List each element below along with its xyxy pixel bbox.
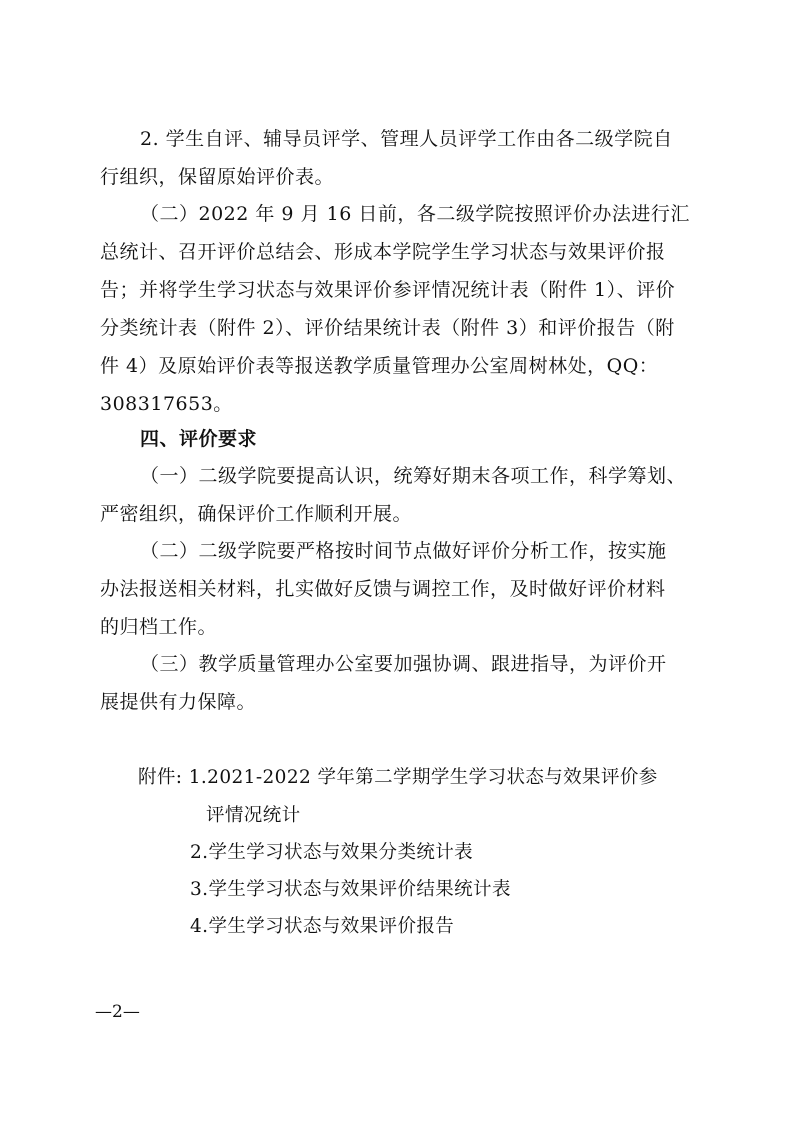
attachment-item: 3.学生学习状态与效果评价结果统计表: [190, 879, 511, 900]
paragraph-line: （三）教学质量管理办公室要加强协调、跟进指导，为评价开: [140, 653, 667, 675]
attachment-item: 附件: 1.2021-2022 学年第二学期学生学习状态与效果评价参: [138, 767, 658, 788]
paragraph-line: （二）二级学院要严格按时间节点做好评价分析工作，按实施: [140, 540, 667, 562]
paragraph-line: （一）二级学院要提高认识，统筹好期末各项工作，科学筹划、: [140, 465, 687, 487]
paragraph-line: 308317653。: [100, 393, 233, 415]
paragraph-line: 办法报送相关材料，扎实做好反馈与调控工作，及时做好评价材料: [100, 578, 666, 600]
paragraph-line: 件 4）及原始评价表等报送教学质量管理办公室周树林处，QQ：: [100, 355, 659, 377]
paragraph-line: 展提供有力保障。: [100, 691, 257, 713]
paragraph-line: 告；并将学生学习状态与效果评价参评情况统计表（附件 1）、评价: [100, 279, 676, 301]
paragraph-line: 2. 学生自评、辅导员评学、管理人员评学工作由各二级学院自: [140, 128, 673, 150]
page-number: —2—: [95, 1002, 140, 1022]
paragraph-line: （二）2022 年 9 月 16 日前，各二级学院按照评价办法进行汇: [140, 203, 690, 225]
paragraph-line: 分类统计表（附件 2）、评价结果统计表（附件 3）和评价报告（附: [100, 317, 675, 339]
attachment-item: 4.学生学习状态与效果评价报告: [190, 916, 455, 937]
paragraph-line: 行组织，保留原始评价表。: [100, 166, 335, 188]
section-heading: 四、评价要求: [140, 428, 258, 450]
paragraph-line: 总统计、召开评价总结会、形成本学院学生学习状态与效果评价报: [100, 241, 666, 263]
attachment-item: 评情况统计: [206, 805, 301, 826]
paragraph-line: 的归档工作。: [100, 616, 218, 638]
attachment-item: 2.学生学习状态与效果分类统计表: [190, 842, 474, 863]
paragraph-line: 严密组织，确保评价工作顺利开展。: [100, 503, 413, 525]
